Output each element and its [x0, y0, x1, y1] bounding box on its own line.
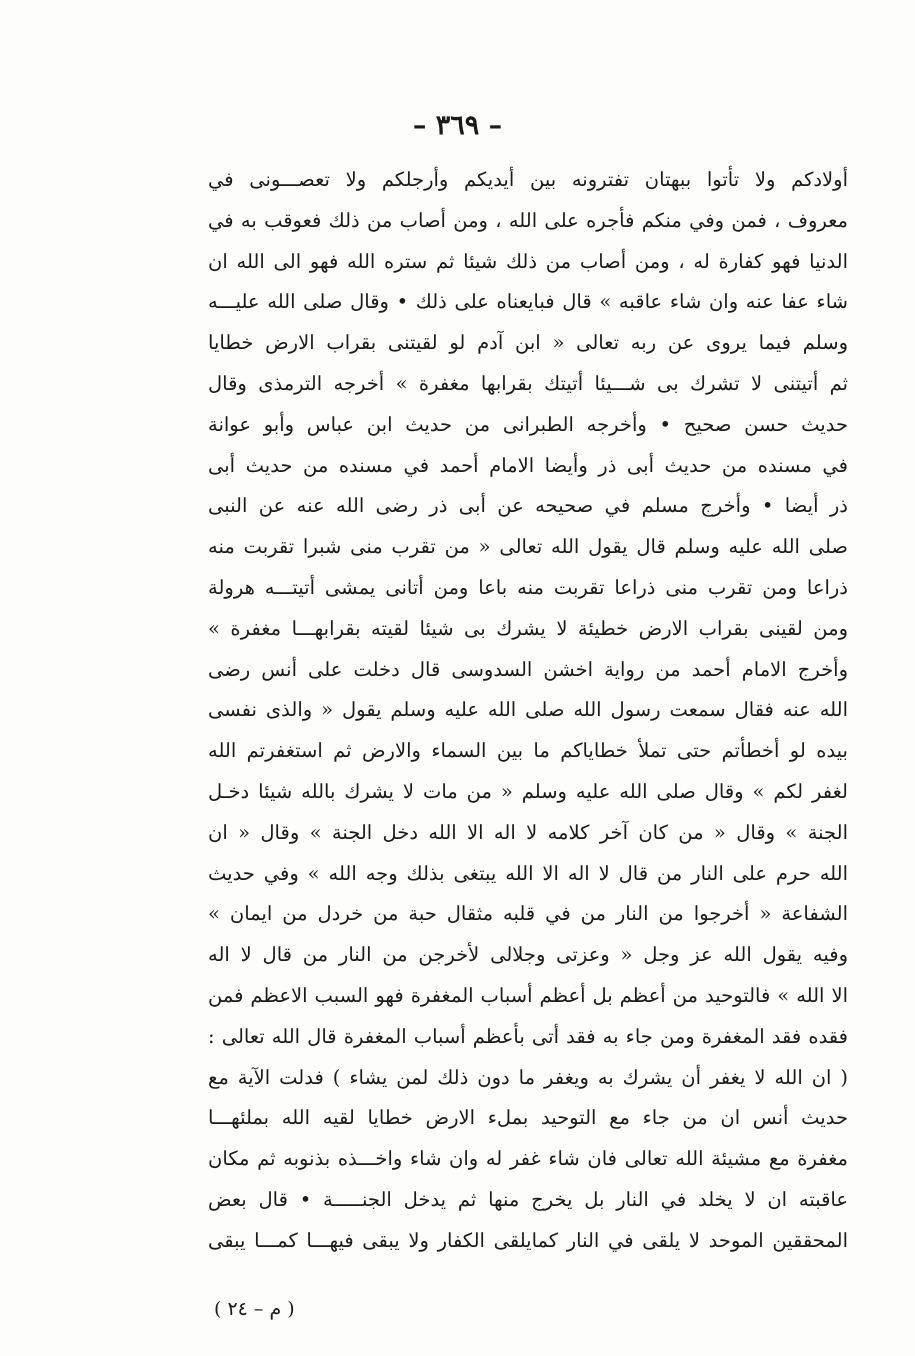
text-line: وفيه يقول الله عز وجل « وعزتى وجلالى لأخرجن من النار من قال لا اله [208, 943, 848, 967]
text-line: ومن لقينى بقراب الارض خطيئة لا يشرك بى شيئا لقيته بقرابهـــا مغفرة » [208, 616, 848, 640]
text-line: شاء عفا عنه وان شاء عاقبه » قال فبايعناه على ذلك • وقال صلى الله عليـــه [208, 290, 848, 314]
text-line: بيده لو أخطأتم حتى تملأ خطاياكم ما بين السماء والارض ثم استغفرتم الله [208, 739, 848, 763]
text-line: الله عنه فقال سمعت رسول الله صلى الله عليه وسلم يقول « والذى نفسى [208, 698, 848, 722]
text-line: الجنة » وقال « من كان آخر كلامه لا اله الا الله دخل الجنة » وقال « ان [208, 820, 848, 844]
text-line: حديث أنس ان من جاء مع التوحيد بملء الارض خطايا لقيه الله بملئهـــا [208, 1106, 848, 1130]
text-line: الله حرم على النار من قال لا اله الا الله يبتغى بذلك وجه الله » وفي حديث [208, 861, 848, 885]
text-line: فقده فقد المغفرة ومن جاء به فقد أتى بأعظم أسباب المغفرة قال الله تعالى : [208, 1024, 848, 1048]
text-line: عاقبته ان لا يخلد في النار بل يخرج منها ثم يدخل الجنـــــة • قال بعض [208, 1187, 848, 1211]
text-line: ذر أيضا • وأخرج مسلم في صحيحه عن أبى ذر رضى الله عنه عن النبى [208, 494, 848, 518]
text-line: معروف ، فمن وفي منكم فأجره على الله ، ومن أصاب من ذلك فعوقب به في [208, 208, 848, 232]
text-line: لغفر لكم » وقال صلى الله عليه وسلم « من مات لا يشرك بالله شيئا دخـل [208, 779, 848, 803]
text-line: الشفاعة « أخرجوا من النار من في قلبه مثقال حبة من خردل من ايمان » [208, 902, 848, 926]
text-line: حديث حسن صحيح • وأخرجه الطبرانى من حديث ابن عباس وأبو عوانة [208, 412, 848, 436]
text-line: صلى الله عليه وسلم قال يقول الله تعالى « من تقرب منى شبرا تقربت منه [208, 535, 848, 559]
text-line: في مسنده من حديث أبى ذر وأيضا الامام أحمد في مسنده من حديث أبى [208, 453, 849, 477]
signature-mark: ( م – ٢٤ ) [214, 1298, 295, 1320]
text-line: ذراعا ومن تقرب منى ذراعا تقربت منه باعا ومن أتانى يمشى أتيتـــه هرولة [208, 575, 848, 599]
page-number: – ٣٦٩ – [412, 110, 503, 141]
text-line: ( ان الله لا يغفر أن يشرك به ويغفر ما دون ذلك لمن يشاء ) فدلت الآية مع [208, 1065, 848, 1089]
text-line: الا الله » فالتوحيد من أعظم بل أعظم أسباب المغفرة فهو السبب الاعظم فمن [208, 983, 848, 1007]
body-text [208, 160, 848, 1262]
text-line: ثم أتيتنى لا تشرك بى شـــيئا أتيتك بقرابها مغفرة » أخرجه الترمذى وقال [208, 371, 848, 395]
text-line: أولادكم ولا تأتوا ببهتان تفترونه بين أيديكم وأرجلكم ولا تعصـــونى في [208, 168, 848, 191]
text-line: مغفرة مع مشيئة الله تعالى فان شاء غفر له وان شاء واخـــذه بذنوبه ثم مكان [208, 1147, 848, 1171]
text-line: وسلم فيما يروى عن ربه تعالى « ابن آدم لو لقيتنى بقراب الارض خطايا [208, 331, 848, 355]
text-line: وأخرج الامام أحمد من رواية اخشن السدوسى قال دخلت على أنس رضى [208, 657, 848, 681]
text-line: الدنيا فهو كفارة له ، ومن أصاب من ذلك شيئا ثم ستره الله فهو الى الله ان [208, 249, 848, 273]
text-line: المحققين الموحد لا يلقى في النار كمايلقى الكفار ولا يبقى فيهـــا كمـــا يبقى [208, 1228, 848, 1252]
